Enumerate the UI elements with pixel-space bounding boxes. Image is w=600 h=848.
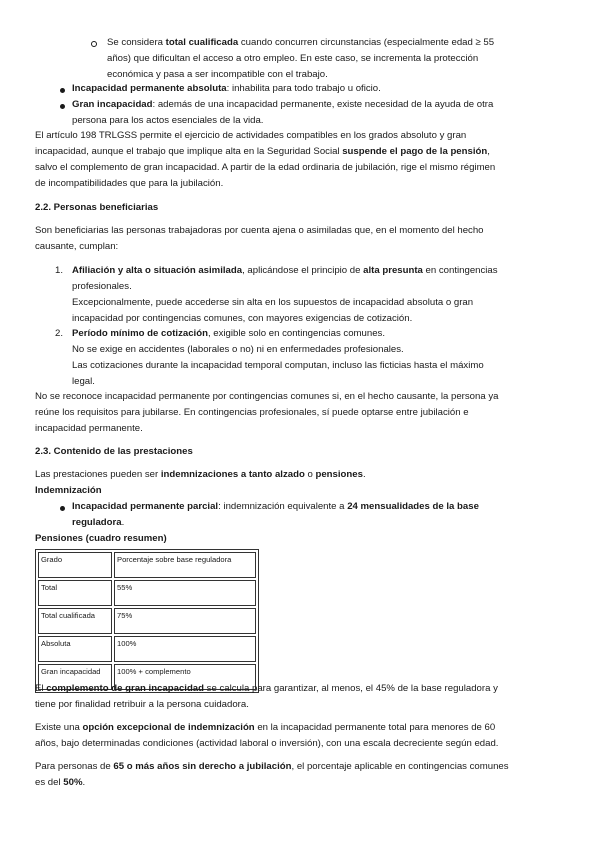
table-cell: Total bbox=[38, 580, 112, 606]
table-cell: 55% bbox=[114, 580, 256, 606]
text-line: años) que dificultan el acceso a otro empleo. En este caso, se incrementa la protección bbox=[107, 53, 479, 64]
bold-term: Afiliación y alta o situación asimilada bbox=[72, 265, 243, 276]
text-span: . bbox=[362, 469, 366, 480]
list-number: 2. bbox=[55, 328, 64, 339]
bold-term: 24 mensualidades de la base bbox=[347, 501, 479, 512]
text-span: en contingencias bbox=[422, 265, 498, 276]
text-span: : además de una incapacidad permanente, existe necesidad de la ayuda de otra bbox=[152, 99, 494, 110]
text-span: El bbox=[35, 683, 47, 694]
bold-term: 50% bbox=[63, 777, 83, 788]
sub-bullet-total-cualificada bbox=[107, 35, 577, 83]
text-line: reúne los requisitos para jubilarse. En contingencias profesionales, sí puede optarse entre jubilación e bbox=[35, 407, 469, 418]
paragraph-articulo-198 bbox=[35, 128, 575, 192]
text-span: , el porcentaje aplicable en contingencias comunes bbox=[291, 761, 509, 772]
paragraph-complemento bbox=[35, 681, 580, 713]
paragraph-jubilacion bbox=[35, 389, 580, 437]
text-line: causante, cumplan: bbox=[35, 241, 119, 252]
text-span: . bbox=[82, 777, 86, 788]
bullet-dot-icon bbox=[60, 506, 65, 511]
bullet-dot-icon bbox=[60, 104, 65, 109]
text-line: económica y pasa a ser incompatible con el trabajo. bbox=[107, 69, 328, 80]
table-row bbox=[38, 580, 256, 606]
table-cell: Gran incapacidad bbox=[38, 664, 112, 690]
table-cell: Total cualificada bbox=[38, 608, 112, 634]
bold-term: indemnizaciones a tanto alzado bbox=[160, 469, 305, 480]
text-span: se calcula para garantizar, al menos, el 45% de la base reguladora y bbox=[204, 683, 498, 694]
text-span: : inhabilita para todo trabajo u oficio. bbox=[226, 83, 381, 94]
text-line: Las cotizaciones durante la incapacidad temporal computan, incluso las ficticias hasta el máximo bbox=[72, 360, 484, 371]
text-line: profesionales. bbox=[72, 281, 132, 292]
paragraph-prestaciones-intro bbox=[35, 467, 575, 499]
table-row bbox=[38, 608, 256, 634]
circle-bullet-icon bbox=[91, 41, 97, 47]
text-line: incapacidad por contingencias comunes, con mayores exigencias de cotización. bbox=[72, 313, 413, 324]
bold-term: alta presunta bbox=[363, 265, 423, 276]
pensiones-table bbox=[35, 549, 259, 693]
section-heading-2-3: 2.3. Contenido de las prestaciones bbox=[35, 446, 193, 457]
table-cell: Absoluta bbox=[38, 636, 112, 662]
text-line: de incompatibilidades que para la jubilación. bbox=[35, 178, 224, 189]
bullet-gran-incapacidad bbox=[72, 97, 572, 129]
text-line: incapacidad permanente. bbox=[35, 423, 143, 434]
list-item-afiliacion bbox=[72, 263, 572, 327]
bold-term: reguladora bbox=[72, 517, 122, 528]
text-span: Existe una bbox=[35, 722, 83, 733]
text-span: . bbox=[121, 517, 125, 528]
paragraph-beneficiarias-intro bbox=[35, 223, 575, 255]
text-span: Para personas de bbox=[35, 761, 114, 772]
table-cell: 75% bbox=[114, 608, 256, 634]
text-line: años, bajo determinadas condiciones (actividad laboral o inversión), con una escala decreciente según edad. bbox=[35, 738, 499, 749]
text-line: No se exige en accidentes (laborales o no) ni en enfermedades profesionales. bbox=[72, 344, 404, 355]
text-span: Se considera bbox=[107, 37, 166, 48]
section-heading-2-2: 2.2. Personas beneficiarias bbox=[35, 202, 159, 213]
table-cell: 100% + complemento bbox=[114, 664, 256, 690]
text-line: persona para los actos esenciales de la vida. bbox=[72, 115, 264, 126]
bold-term: Incapacidad permanente absoluta bbox=[72, 83, 227, 94]
list-number: 1. bbox=[55, 265, 64, 276]
text-line: legal. bbox=[72, 376, 95, 387]
text-line: salvo el complemento de gran incapacidad. A partir de la edad ordinaria de jubilación, rige el mismo régimen bbox=[35, 162, 496, 173]
text-span: Las prestaciones pueden ser bbox=[35, 469, 161, 480]
text-line: No se reconoce incapacidad permanente por contingencias comunes si, en el hecho causante, la persona ya bbox=[35, 391, 499, 402]
text-span: , bbox=[487, 146, 490, 157]
bold-term: Incapacidad permanente parcial bbox=[72, 501, 219, 512]
text-line: El artículo 198 TRLGSS permite el ejercicio de actividades compatibles en los grados absoluto y gran bbox=[35, 130, 467, 141]
table-header-row bbox=[38, 552, 256, 578]
table-row bbox=[38, 636, 256, 662]
text-span: cuando concurren circunstancias (especialmente edad ≥ 55 bbox=[238, 37, 495, 48]
bold-term: Gran incapacidad bbox=[72, 99, 153, 110]
paragraph-opcion-indemnizacion bbox=[35, 720, 585, 752]
bold-term: pensiones bbox=[315, 469, 363, 480]
text-span: o bbox=[304, 469, 316, 480]
list-item-periodo-cotizacion bbox=[72, 326, 572, 390]
bold-term: complemento de gran incapacidad bbox=[46, 683, 205, 694]
text-line: Excepcionalmente, puede accederse sin alta en los supuestos de incapacidad absoluta o gran bbox=[72, 297, 474, 308]
text-span: incapacidad, aunque el trabajo que implique alta en la Seguridad Social bbox=[35, 146, 343, 157]
label-pensiones: Pensiones (cuadro resumen) bbox=[35, 533, 167, 544]
table-header-cell: Porcentaje sobre base reguladora bbox=[114, 552, 256, 578]
text-line: Son beneficiarias las personas trabajadoras por cuenta ajena o asimiladas que, en el momento del hecho bbox=[35, 225, 484, 236]
bold-term: Período mínimo de cotización bbox=[72, 328, 208, 339]
bullet-dot-icon bbox=[60, 88, 65, 93]
text-span: , exigible solo en contingencias comunes. bbox=[207, 328, 385, 339]
text-span: es del bbox=[35, 777, 64, 788]
bold-term: total cualificada bbox=[165, 37, 239, 48]
bold-term: 65 o más años sin derecho a jubilación bbox=[113, 761, 292, 772]
text-line: tiene por finalidad retribuir a la persona cuidadora. bbox=[35, 699, 249, 710]
bullet-incapacidad-parcial bbox=[72, 499, 572, 531]
bullet-incapacidad-absoluta bbox=[72, 81, 572, 97]
table-header-cell: Grado bbox=[38, 552, 112, 578]
bold-term: suspende el pago de la pensión bbox=[342, 146, 488, 157]
text-span: en la incapacidad permanente total para menores de 60 bbox=[254, 722, 496, 733]
label-indemnizacion: Indemnización bbox=[35, 485, 102, 496]
paragraph-65-anos bbox=[35, 759, 580, 791]
text-span: , aplicándose el principio de bbox=[242, 265, 364, 276]
text-span: : indemnización equivalente a bbox=[218, 501, 348, 512]
bold-term: opción excepcional de indemnización bbox=[82, 722, 255, 733]
table-cell: 100% bbox=[114, 636, 256, 662]
